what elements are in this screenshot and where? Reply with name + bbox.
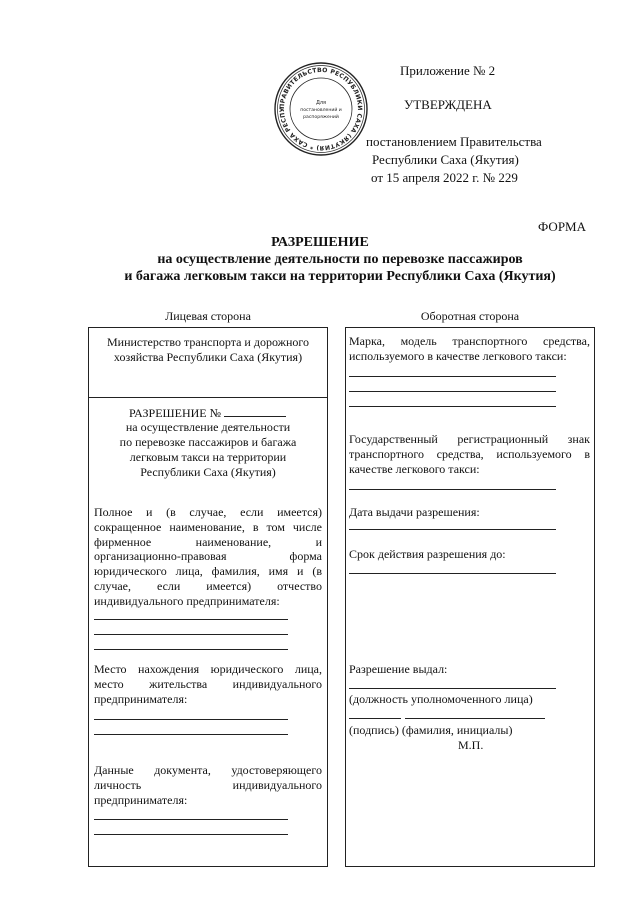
seal-center-line3: распоряжений (303, 115, 339, 120)
signature-caption: (подпись) (фамилия, инициалы) (349, 723, 513, 737)
identity-fill-line-1 (94, 819, 288, 820)
svg-text:ПРАВИТЕЛЬСТВО РЕСПУБЛИКИ САХА (274, 62, 363, 151)
location-field-label: Место нахождения юридического лица, место жительства индивидуального предпринимателя: (94, 662, 322, 706)
permit-line-3: легковым такси на территории (129, 450, 287, 464)
document-subtitle-2: и багажа легковым такси на территории Республики Саха (Якутия) (124, 269, 556, 284)
fullname-fill-line-1 (94, 619, 288, 620)
vehicle-model-label: Марка, модель транспортного средства, используемого в качестве легкового такси: (349, 334, 590, 363)
reg-sign-fill-line (349, 489, 556, 490)
issue-date-fill-line (349, 529, 556, 530)
validity-fill-line (349, 573, 556, 574)
official-seal (274, 62, 368, 156)
fullname-fill-line-3 (94, 649, 288, 650)
issued-by-fill-line (349, 688, 556, 689)
validity-label: Срок действия разрешения до: (349, 547, 506, 561)
signature-fill-line (349, 718, 401, 719)
ministry-line-2: хозяйства Республики Саха (Якутия) (113, 350, 303, 364)
seal-ring-text: ПРАВИТЕЛЬСТВО РЕСПУБЛИКИ САХА (ЯКУТИЯ) * САХА РЕСПУ (278, 66, 364, 152)
document-title: РАЗРЕШЕНИЕ (271, 235, 369, 250)
approved-label: УТВЕРЖДЕНА (404, 97, 492, 112)
fullname-initials-fill-line (405, 718, 545, 719)
vehicle-fill-line-3 (349, 406, 556, 407)
identity-field-label: Данные документа, удостоверяющего личность индивидуального предпринимателя: (94, 763, 322, 807)
document-subtitle-1: на осуществление деятельности по перевозке пассажиров (157, 252, 523, 267)
location-fill-line-1 (94, 719, 288, 720)
back-main-box (345, 327, 595, 867)
decree-line-1: постановлением Правительства (366, 134, 542, 149)
front-side-header: Лицевая сторона (165, 309, 251, 323)
fullname-fill-line-2 (94, 634, 288, 635)
seal-placeholder: М.П. (458, 738, 484, 752)
form-label: ФОРМА (538, 219, 586, 234)
permit-line-2: по перевозке пассажиров и багажа (119, 435, 297, 449)
permit-number-label (129, 405, 286, 421)
decree-line-2: Республики Саха (Якутия) (372, 152, 519, 167)
location-fill-line-2 (94, 734, 288, 735)
seal-center-line1: Для (315, 100, 327, 106)
identity-fill-line-2 (94, 834, 288, 835)
back-side-header: Оборотная сторона (420, 309, 520, 323)
reg-sign-label: Государственный регистрационный знак транспортного средства, используемого в качестве легкового такси: (349, 432, 590, 476)
issued-by-label: Разрешение выдал: (349, 662, 448, 676)
issue-date-label: Дата выдачи разрешения: (349, 505, 480, 519)
fullname-field-label: Полное и (в случае, если имеется) сокращенное наименование, в том числе фирменное наименование, и организационно-правовая форма юридического лица, фамилия, имя и (в случае, если имеется) отчество индивидуального предпринимателя: (94, 505, 322, 608)
permit-number-title: РАЗРЕШЕНИЕ № (129, 406, 222, 420)
decree-line-3: от 15 апреля 2022 г. № 229 (371, 170, 518, 185)
ministry-line-1: Министерство транспорта и дорожного (107, 335, 309, 349)
official-position-caption: (должность уполномоченного лица) (349, 692, 533, 706)
vehicle-fill-line-1 (349, 376, 556, 377)
permit-line-4: Республики Саха (Якутия) (140, 465, 276, 479)
appendix-label: Приложение № 2 (400, 63, 496, 78)
vehicle-fill-line-2 (349, 391, 556, 392)
permit-number-line (224, 405, 286, 417)
permit-line-1: на осуществление деятельности (125, 420, 291, 434)
seal-center-line2: постановлений и (300, 108, 342, 113)
